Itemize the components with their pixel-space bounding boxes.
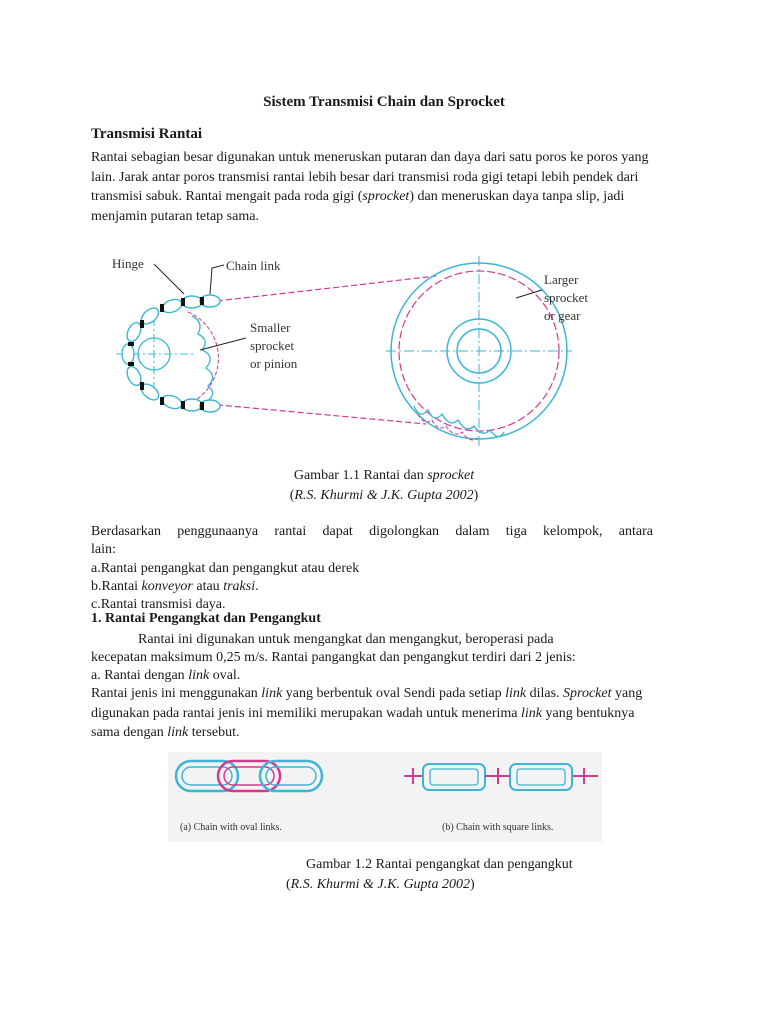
classification-line2: lain: bbox=[91, 542, 116, 557]
label-smaller-1: Smaller bbox=[250, 320, 291, 335]
list-item-a: a.Rantai pengangkat dan pengangkut atau derek bbox=[91, 561, 360, 576]
figure-chain-sprocket bbox=[96, 246, 652, 446]
chain-lines bbox=[208, 276, 436, 424]
figure1-reference: (R.S. Khurmi & J.K. Gupta 2002) bbox=[289, 488, 479, 503]
document-title: Sistem Transmisi Chain dan Sprocket bbox=[263, 94, 505, 110]
figure-chain-links bbox=[168, 752, 602, 842]
figure2-reference: (R.S. Khurmi & J.K. Gupta 2002) bbox=[286, 877, 475, 892]
section2-line1: Rantai ini digunakan untuk mengangkat dan mengangkut, beroperasi pada bbox=[138, 632, 554, 647]
section2-line2: kecepatan maksimum 0,25 m/s. Rantai pangangkat dan pengangkut terdiri dari 2 jenis: bbox=[91, 650, 576, 665]
figure1-caption: Gambar 1.1 Rantai dan sprocket bbox=[293, 468, 475, 483]
intro-paragraph: Rantai sebagian besar digunakan untuk meneruskan putaran dan daya dari satu poros ke poros yang lain. Jarak antar poros transmisi rantai lebih besar dari transmisi roda gigi tetapi lebih pendek dari transmisi sabuk. Rantai mengait pada roda gigi (sprocket) dan meneruskan daya tanpa slip, jadi menjamin putaran tetap sama. bbox=[91, 150, 649, 224]
section-heading-transmisi-rantai: Transmisi Rantai bbox=[91, 126, 202, 142]
figure2-caption: Gambar 1.2 Rantai pengangkat dan pengangkut bbox=[306, 857, 573, 872]
label-larger-3: or gear bbox=[544, 308, 581, 323]
label-hinge: Hinge bbox=[112, 256, 144, 271]
label-larger-1: Larger bbox=[544, 272, 579, 287]
label-larger-2: sprocket bbox=[544, 290, 589, 305]
subsection-heading: 1. Rantai Pengangkat dan Pengangkut bbox=[91, 611, 321, 626]
list-item-c: c.Rantai transmisi daya. bbox=[91, 597, 226, 612]
label-smaller-2: sprocket bbox=[250, 338, 295, 353]
label-chain-link: Chain link bbox=[226, 258, 281, 273]
list-item-b: b.Rantai konveyor atau traksi. bbox=[91, 579, 259, 594]
section2-line3: a. Rantai dengan link oval. bbox=[91, 668, 241, 683]
section2-paragraph: Rantai jenis ini menggunakan link yang berbentuk oval Sendi pada setiap link dilas. Sprocket yang digunakan pada rantai jenis ini memiliki merupakan wadah untuk menerima link yang bentuknya sama dengan link tersebut. bbox=[91, 686, 643, 740]
classification-line1: Berdasarkan penggunaanya rantai dapat digolongkan dalam tiga kelompok, antara bbox=[91, 524, 653, 539]
label-square-links: (b) Chain with square links. bbox=[442, 822, 554, 833]
label-smaller-3: or pinion bbox=[250, 356, 298, 371]
label-oval-links: (a) Chain with oval links. bbox=[180, 822, 282, 833]
